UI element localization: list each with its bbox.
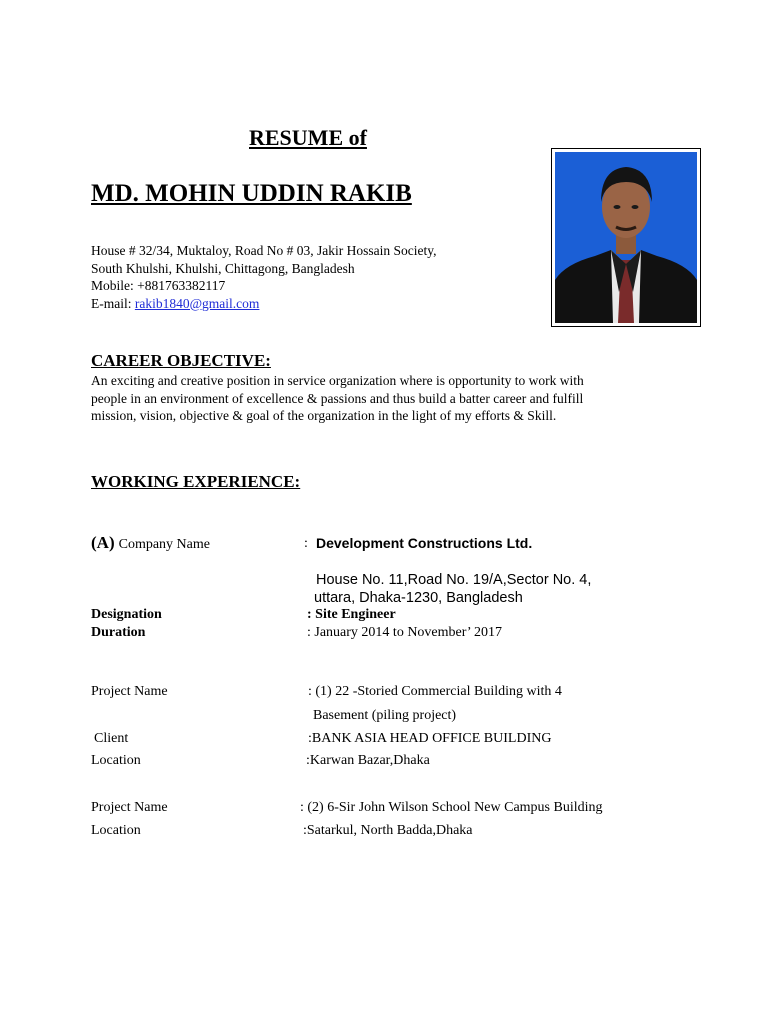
project-2-label: Project Name: [91, 800, 168, 815]
person-photo-icon: [555, 152, 697, 323]
email-link[interactable]: rakib1840@gmail.com: [134, 295, 260, 311]
project-1-label: Project Name: [91, 684, 168, 699]
company-address-line-2: uttara, Dhaka-1230, Bangladesh: [314, 590, 523, 606]
client-value: :BANK ASIA HEAD OFFICE BUILDING: [308, 731, 552, 746]
mobile-number: Mobile: +881763382117: [91, 278, 226, 293]
location-2-label: Location: [91, 823, 141, 838]
company-colon: :: [304, 536, 308, 551]
email-row: [91, 295, 436, 313]
duration-value: : January 2014 to November’ 2017: [307, 625, 503, 640]
company-address-line-1: House No. 11,Road No. 19/A,Sector No. 4,: [316, 572, 592, 588]
company-name: Development Constructions Ltd.: [316, 535, 533, 551]
item-marker: (A): [91, 533, 115, 552]
objective-line-1: An exciting and creative position in service organization where is opportunity to work with: [91, 373, 584, 388]
address-line-1: House # 32/34, Muktaloy, Road No # 03, Jakir Hossain Society,: [91, 243, 437, 258]
project-2-value: : (2) 6-Sir John Wilson School New Campus Building: [300, 800, 603, 815]
location-1-label: Location: [91, 753, 141, 768]
designation-label: Designation: [91, 607, 162, 622]
location-1-value: :Karwan Bazar,Dhaka: [306, 753, 430, 768]
objective-line-2: people in an environment of excellence & passions and thus build a batter career and fulfill: [91, 390, 584, 406]
project-1-value-line-2: Basement (piling project): [313, 708, 457, 723]
email-label: E-mail:: [91, 295, 135, 311]
company-name-label: Company Name: [118, 537, 210, 552]
company-row: [91, 533, 210, 553]
duration-label: Duration: [91, 625, 146, 640]
resume-title: RESUME of: [249, 125, 367, 150]
contact-block: [91, 242, 436, 312]
address-line-2: South Khulshi, Khulshi, Chittagong, Bangladesh: [91, 260, 355, 276]
objective-line-3: mission, vision, objective & goal of the organization in the light of my efforts & Skill.: [91, 408, 557, 423]
location-2-value: :Satarkul, North Badda,Dhaka: [303, 823, 473, 838]
designation-value: : Site Engineer: [307, 607, 396, 622]
candidate-name: MD. MOHIN UDDIN RAKIB: [91, 180, 412, 207]
project-1-value-line-1: : (1) 22 -Storied Commercial Building with 4: [308, 684, 562, 699]
career-objective-text: [91, 372, 584, 425]
working-experience-heading: WORKING EXPERIENCE:: [91, 472, 301, 491]
career-objective-heading: CAREER OBJECTIVE:: [91, 351, 271, 370]
client-label: Client: [94, 731, 129, 746]
profile-photo: [551, 148, 701, 327]
